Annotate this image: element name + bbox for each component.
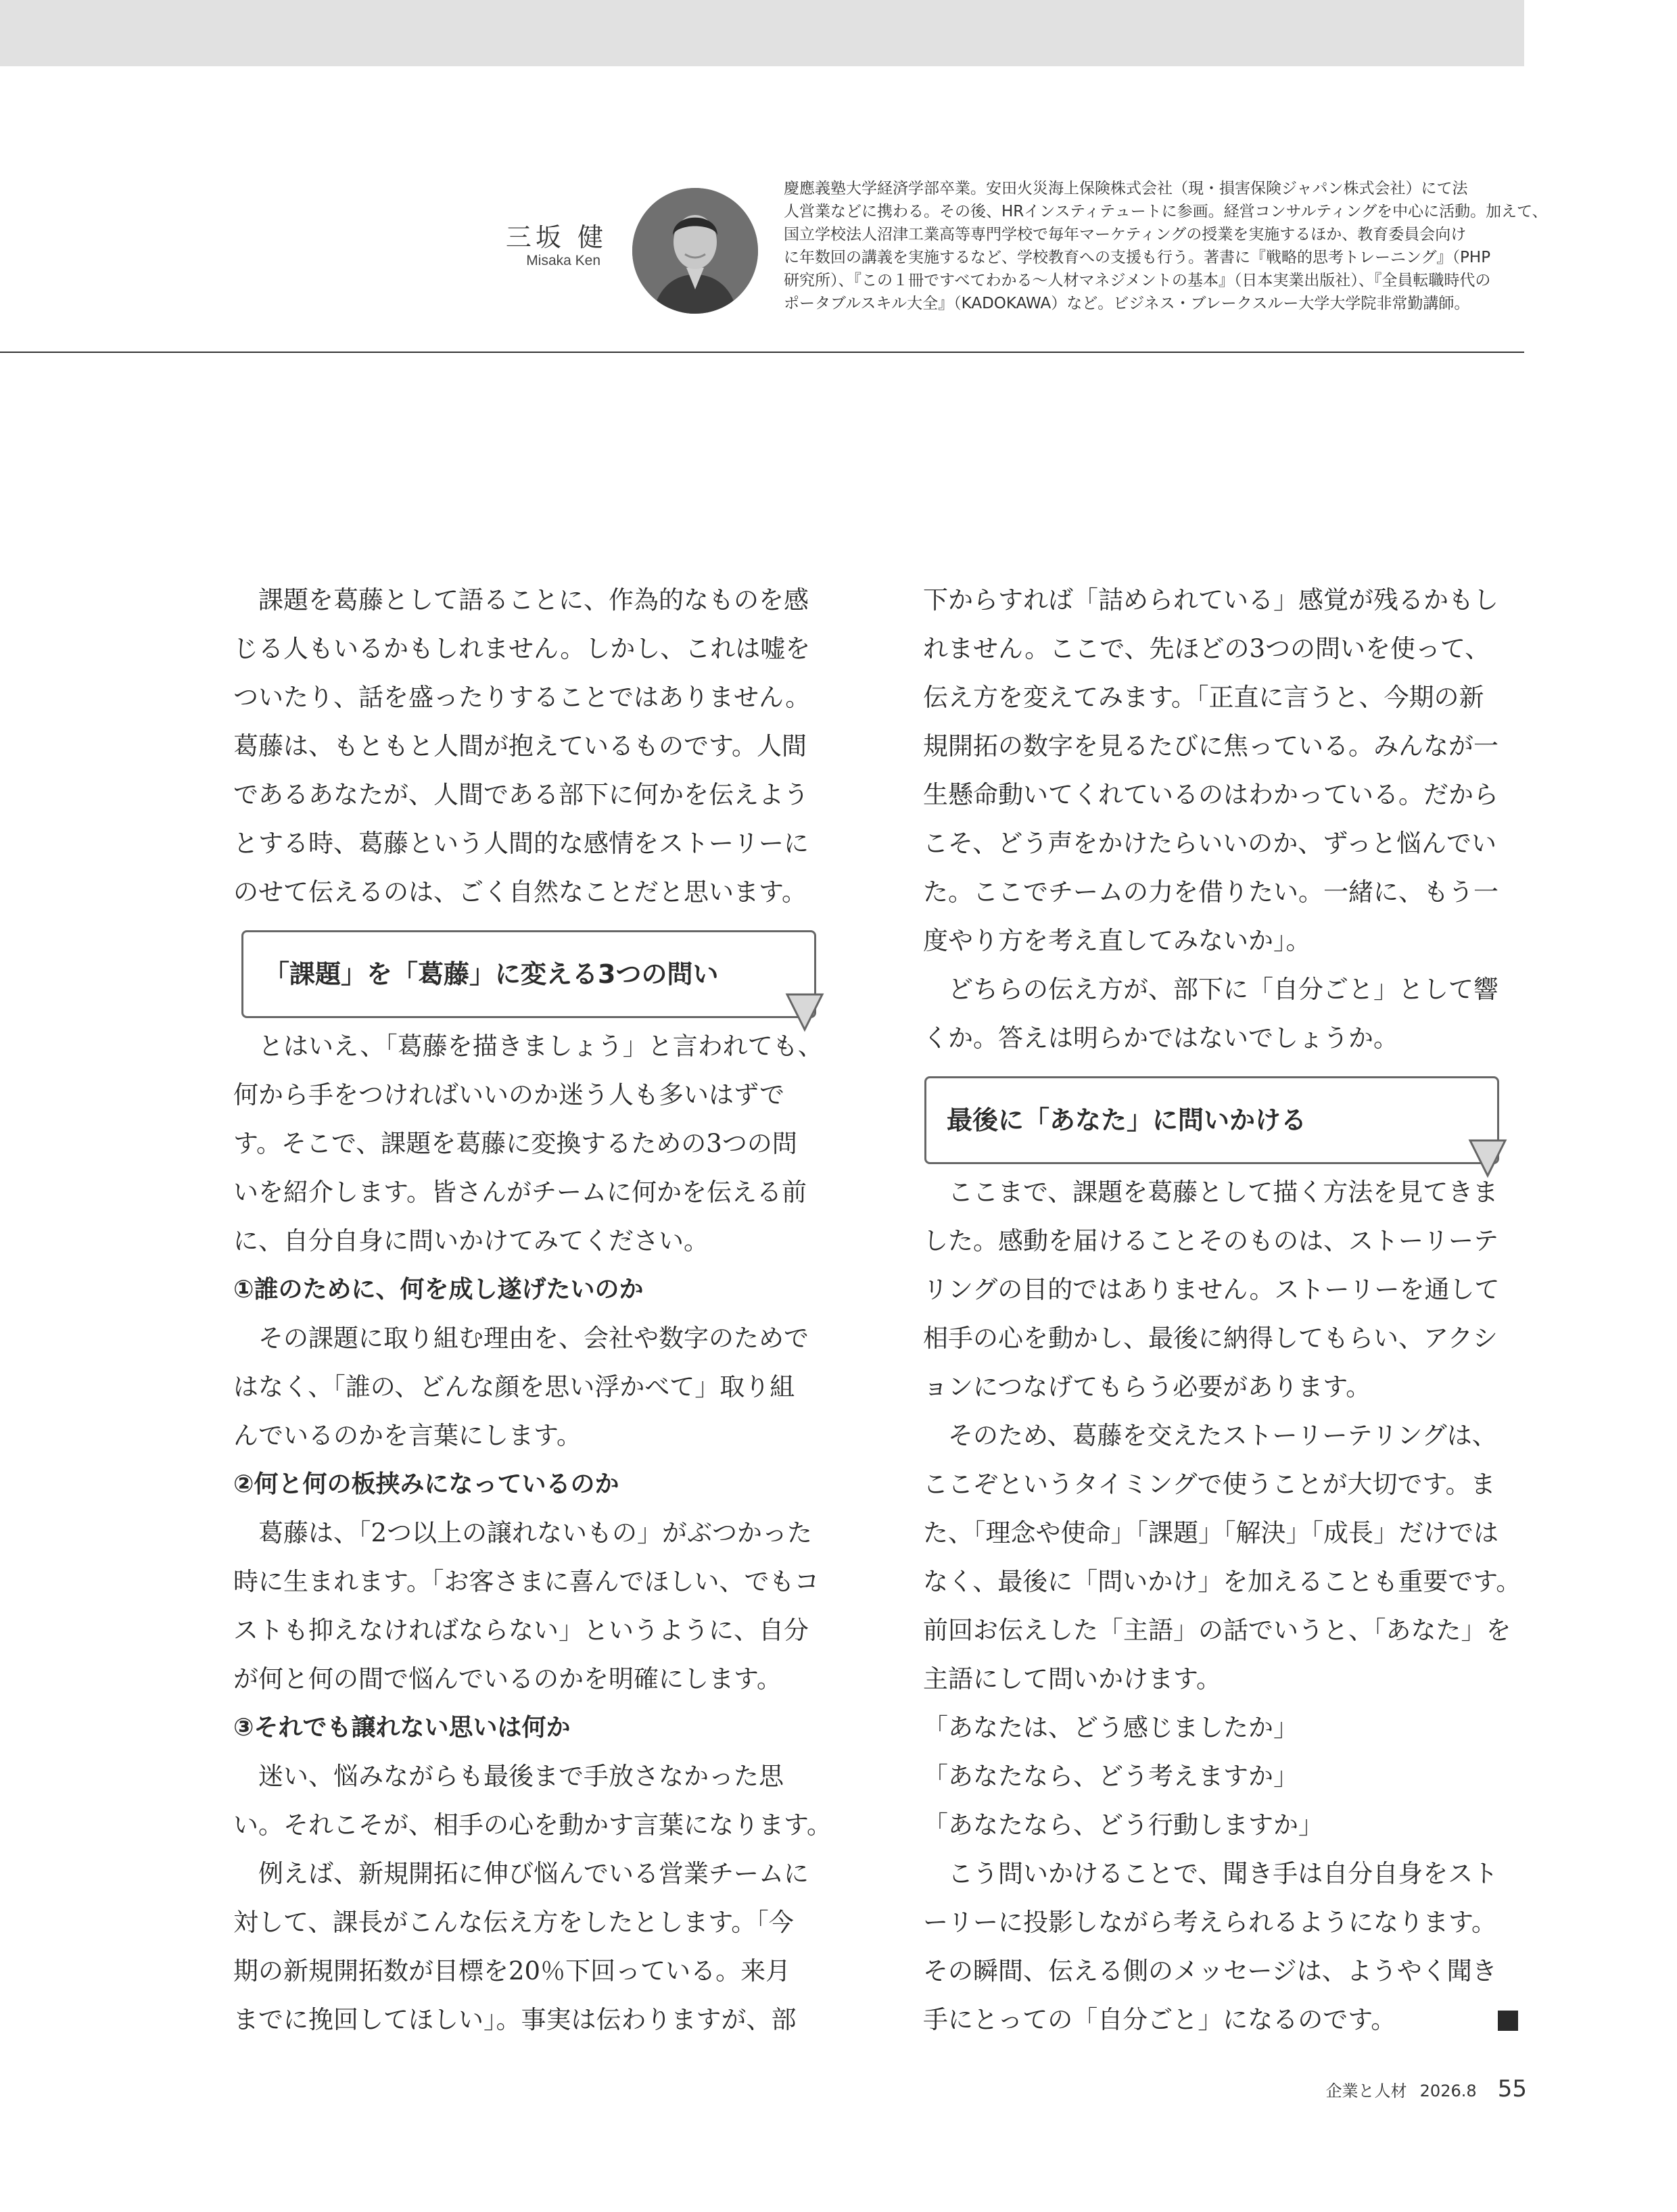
text-line: ョンにつなげてもらう必要があります。	[923, 1372, 1371, 1401]
text-line: どちらの伝え方が、部下に「自分ごと」として響	[923, 975, 1498, 1004]
text-line: 迷い、悩みながらも最後まで手放さなかった思	[233, 1762, 784, 1791]
text-line: までに挽回してほしい」。事実は伝わりますが、部	[233, 2005, 797, 2034]
page-footer	[1326, 2075, 1527, 2102]
text-line: 期の新規開拓数が目標を20％下回っている。来月	[233, 1956, 791, 1986]
section-heading	[233, 917, 828, 1022]
text-line: が何と何の間で悩んでいるのかを明確にします。	[233, 1664, 782, 1693]
text-line: 生懸命動いてくれているのはわかっている。だから	[923, 780, 1498, 809]
text-line: に、自分自身に問いかけてみてください。	[233, 1226, 709, 1255]
bio-line: 国立学校法人沼津工業高等専門学校で毎年マーケティングの授業を実施するほか、教育委員会向け	[784, 226, 1467, 243]
text-line: くか。答えは明らかではないでしょうか。	[923, 1024, 1398, 1053]
text-line: 度やり方を考え直してみないか」。	[923, 926, 1311, 955]
text-line: た。ここでチームの力を借りたい。一緒に、もう一	[923, 877, 1498, 907]
text-line: とする時、葛藤という人間的な感情をストーリーに	[233, 829, 809, 858]
text-line: 何から手をつければいいのか迷う人も多いはずで	[233, 1080, 785, 1109]
left-column	[233, 576, 832, 2044]
bio-line: 慶應義塾大学経済学部卒業。安田火災海上保険株式会社（現・損害保険ジャパン株式会社）にて法	[784, 180, 1468, 197]
author-portrait-icon	[632, 188, 758, 314]
author-name: 三坂 健	[505, 222, 607, 252]
heading-text: 「課題」を「葛藤」に変える3つの問い	[264, 959, 719, 989]
bio-line: ポータブルスキル大全』（KADOKAWA）など。ビジネス・ブレークスルー大学大学院非常勤講師。	[784, 295, 1470, 312]
text-line: す。そこで、課題を葛藤に変換するための3つの問	[233, 1129, 797, 1158]
text-line: その課題に取り組む理由を、会社や数字のためで	[233, 1324, 809, 1353]
text-line: こそ、どう声をかけたらいいのか、ずっと悩んでい	[923, 829, 1497, 858]
author-roman-name: Misaka Ken	[526, 253, 600, 268]
text-line: 例えば、新規開拓に伸び悩んでいる営業チームに	[233, 1859, 809, 1888]
heading-box	[241, 930, 816, 1018]
last-line-wrap	[923, 1996, 1518, 2044]
speech-tail-icon	[1467, 1138, 1508, 1178]
heading-text: 最後に「あなた」に問いかける	[947, 1105, 1307, 1135]
section-heading	[923, 1063, 1518, 1168]
text-line: い。それこそが、相手の心を動かす言葉になります。	[233, 1810, 832, 1840]
issue-date: 2026.8	[1419, 2082, 1477, 2100]
text-line: じる人もいるかもしれません。しかし、これは嘘を	[233, 634, 811, 663]
text-line: 手にとっての「自分ごと」になるのです。	[923, 2005, 1396, 2034]
text-line: 「あなたなら、どう考えますか」	[923, 1762, 1298, 1791]
text-line: した。感動を届けることそのものは、ストーリーテ	[923, 1226, 1498, 1255]
text-line: 「あなたは、どう感じましたか」	[923, 1713, 1298, 1742]
text-line: ストも抑えなければならない」というように、自分	[233, 1616, 809, 1645]
author-bio	[784, 177, 1548, 315]
text-line: ここまで、課題を葛藤として描く方法を見てきま	[923, 1178, 1498, 1207]
question-heading: ①誰のために、何を成し遂げたいのか	[233, 1276, 644, 1303]
text-line: その瞬間、伝える側のメッセージは、ようやく聞き	[923, 1956, 1497, 1986]
speech-tail-icon	[784, 992, 825, 1032]
text-line: そのため、葛藤を交えたストーリーテリングは、	[923, 1421, 1497, 1450]
text-line: 主語にして問いかけます。	[923, 1664, 1222, 1693]
text-line: た、「理念や使命」「課題」「解決」「成長」だけでは	[923, 1518, 1498, 1547]
question-heading: ②何と何の板挟みになっているのか	[233, 1470, 619, 1498]
text-line: 下からすれば「詰められている」感覚が残るかもし	[923, 585, 1498, 615]
header-band	[0, 0, 1524, 66]
text-line: 葛藤は、もともと人間が抱えているものです。人間	[233, 731, 807, 761]
publication-name: 企業と人材	[1325, 2082, 1407, 2100]
text-line: れません。ここで、先ほどの3つの問いを使って、	[923, 634, 1490, 663]
text-line: こう問いかけることで、聞き手は自分自身をスト	[923, 1859, 1498, 1888]
text-line: なく、最後に「問いかけ」を加えることも重要です。	[923, 1567, 1521, 1596]
bio-line: に年数回の講義を実施するなど、学校教育への支援も行う。著書に『戦略的思考トレーニング』（PHP	[784, 249, 1491, 266]
text-line: とはいえ、「葛藤を描きましょう」と言われても、	[233, 1032, 823, 1061]
end-mark-icon	[1498, 2011, 1518, 2031]
text-line: はなく、「誰の、どんな顔を思い浮かべて」取り組	[233, 1372, 795, 1401]
author-photo	[632, 188, 758, 314]
text-line: 葛藤は、「2つ以上の譲れないもの」がぶつかった	[233, 1518, 813, 1547]
text-line: のせて伝えるのは、ごく自然なことだと思います。	[233, 877, 807, 907]
bio-line: 研究所）、『この１冊ですべてわかる〜人材マネジメントの基本』（日本実業出版社）、『全員転職時代の	[784, 272, 1491, 289]
text-line: ここぞというタイミングで使うことが大切です。ま	[923, 1470, 1496, 1499]
text-line: 課題を葛藤として語ることに、作為的なものを感	[233, 585, 809, 615]
divider	[0, 352, 1524, 353]
text-line: 時に生まれます。「お客さまに喜んでほしい、でもコ	[233, 1567, 820, 1596]
page-number: 55	[1497, 2075, 1527, 2102]
text-line: 相手の心を動かし、最後に納得してもらい、アクシ	[923, 1324, 1498, 1353]
heading-box	[924, 1076, 1499, 1164]
right-column	[923, 576, 1521, 2044]
text-line: 前回お伝えした「主語」の話でいうと、「あなた」を	[923, 1616, 1511, 1645]
text-line: 「あなたなら、どう行動しますか」	[923, 1810, 1323, 1840]
text-line: いを紹介します。皆さんがチームに何かを伝える前	[233, 1178, 807, 1207]
bio-line: 人営業などに携わる。その後、HRインスティテュートに参画。経営コンサルティングを中心に活動。加えて、	[784, 203, 1548, 220]
text-line: ついたり、話を盛ったりすることではありません。	[233, 683, 811, 712]
text-line: ーリーに投影しながら考えられるようになります。	[923, 1908, 1497, 1937]
text-line: 対して、課長がこんな伝え方をしたとします。「今	[233, 1908, 794, 1937]
text-line: 規開拓の数字を見るたびに焦っている。みんなが一	[923, 731, 1498, 761]
text-line: リングの目的ではありません。ストーリーを通して	[923, 1275, 1500, 1304]
text-line: 伝え方を変えてみます。「正直に言うと、今期の新	[923, 683, 1484, 712]
text-line: であるあなたが、人間である部下に何かを伝えよう	[233, 780, 809, 809]
text-line: んでいるのかを言葉にします。	[233, 1421, 582, 1450]
question-heading: ③それでも譲れない思いは何か	[233, 1714, 571, 1741]
